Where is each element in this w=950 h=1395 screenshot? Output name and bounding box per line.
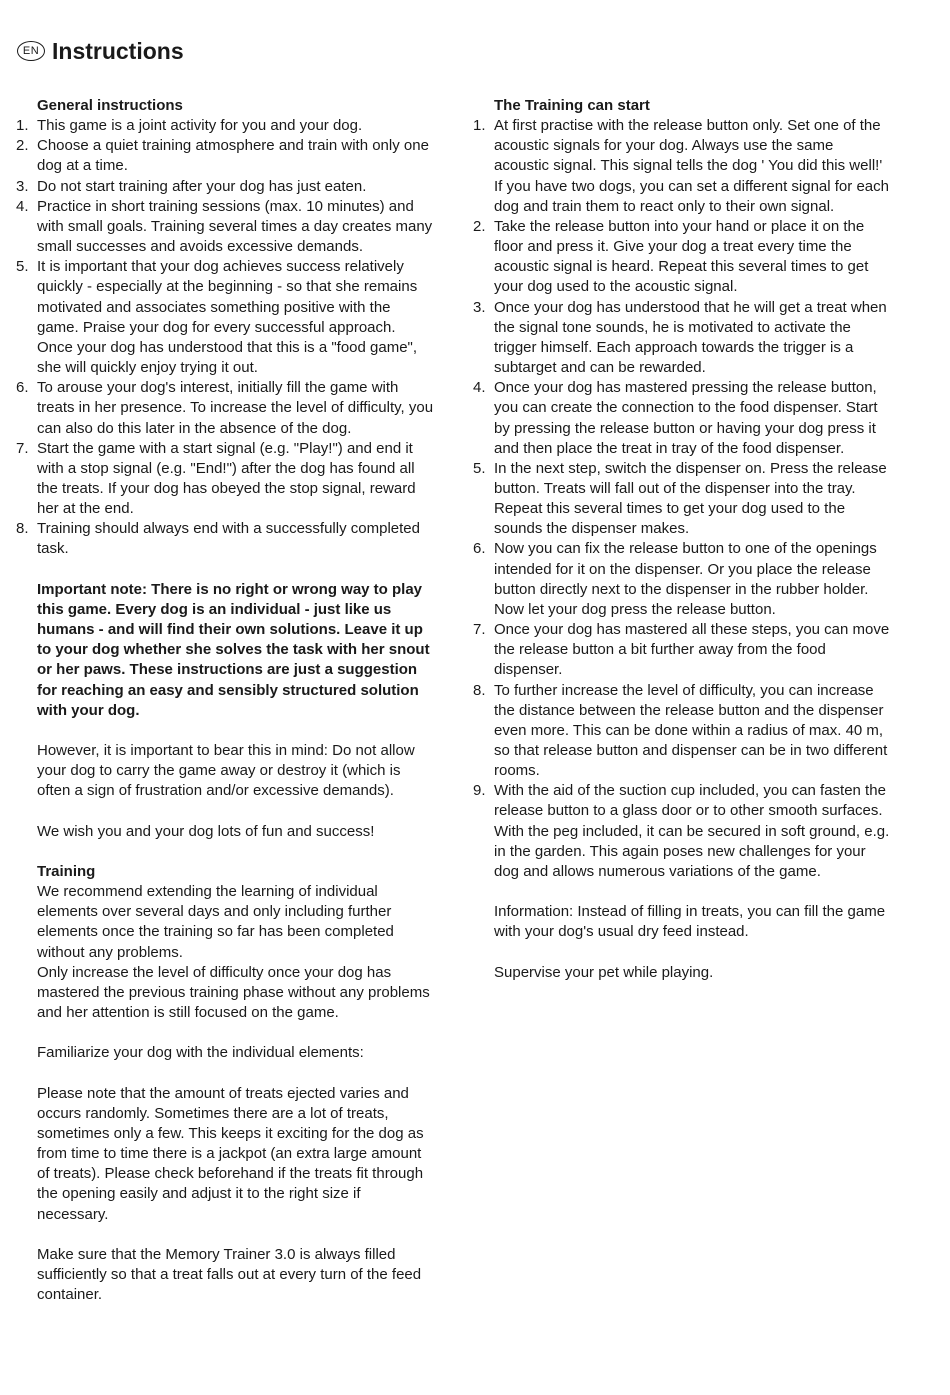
supervise-paragraph: Supervise your pet while playing.: [494, 963, 714, 981]
list-item: [473, 298, 892, 379]
treats-note-paragraph: Please note that the amount of treats ejected varies and occurs randomly. Sometimes there are a lot of treats, sometimes only a few. This keeps it exciting for the dog as from time to time there is a jackpot (an extra large amount of treats). Please check beforehand if the treats fit through the opening easily and adjust it to the right size if necessary.: [37, 1084, 424, 1223]
item-number: 2.: [473, 217, 486, 235]
item-text: Take the release button into your hand or place it on the floor and press it. Give your dog a treat every time the acoustic signal is heard. Repeat this several times to get your dog used to the acoustic signal.: [494, 217, 869, 296]
item-number: 6.: [16, 379, 29, 397]
list-item: [473, 217, 892, 298]
item-number: 3.: [16, 177, 29, 195]
item-text: To arouse your dog's interest, initially fill the game with treats in her presence. To increase the level of difficulty, you can also do this later in the absence of the dog.: [37, 379, 434, 437]
item-number: 1.: [473, 117, 486, 135]
general-instructions-list: [16, 116, 435, 559]
item-text: Practice in short training sessions (max. 10 minutes) and with small goals. Training several times a day creates many small successes and avoids excessive demands.: [37, 197, 433, 256]
list-item: [473, 620, 892, 680]
item-number: 7.: [16, 439, 29, 457]
list-item: [16, 197, 435, 257]
item-number: 4.: [16, 197, 29, 215]
general-instructions-heading: General instructions: [37, 97, 183, 114]
item-text: Training should always end with a successfully completed task.: [37, 520, 420, 558]
training-heading: Training: [37, 862, 96, 880]
training-steps-list: [473, 116, 892, 882]
important-note: Important note: There is no right or wrong way to play this game. Every dog is an individual - just like us humans - and will find their own solutions. Leave it up to your dog whether she solves the task with her snout or her paws. These instructions are just a suggestion for reaching an easy and sensibly structured solution with your dog.: [37, 580, 430, 719]
item-text: At first practise with the release button only. Set one of the acoustic signals for your dog. Always use the same acoustic signal. This signal tells the dog ' You did this well!' If you have two dogs, you can set a different signal for each dog and train them to react only to their own signal.: [494, 117, 889, 215]
list-item: [16, 177, 435, 197]
familiarize-paragraph: Familiarize your dog with the individual elements:: [37, 1044, 364, 1062]
list-item: [16, 378, 435, 438]
page-title: Instructions: [52, 38, 184, 64]
right-column: [473, 96, 892, 983]
list-item: [473, 378, 892, 459]
list-item: [473, 539, 892, 620]
wish-paragraph: We wish you and your dog lots of fun and success!: [37, 822, 375, 840]
memory-trainer-paragraph: Make sure that the Memory Trainer 3.0 is always filled sufficiently so that a treat falls out at every turn of the feed container.: [37, 1245, 422, 1304]
language-badge: EN: [17, 41, 45, 61]
item-number: 1.: [16, 117, 29, 135]
item-text: It is important that your dog achieves success relatively quickly - especially at the beginning - so that she remains motivated and associates something positive with the game. Praise your dog for every successful approach. Once your dog has understood that this is a "food game", she will quickly enjoy trying it out.: [37, 258, 418, 377]
item-text: Start the game with a start signal (e.g. "Play!") and end it with a stop signal (e.g. "End!") after the dog has found all the treats. If your dog has obeyed the stop signal, reward her at the end.: [37, 439, 416, 518]
item-text: Choose a quiet training atmosphere and train with only one dog at a time.: [37, 137, 429, 175]
however-paragraph: However, it is important to bear this in mind: Do not allow your dog to carry the game away or destroy it (which is often a sign of frustration and/or excessive demands).: [37, 741, 415, 800]
item-number: 8.: [16, 520, 29, 538]
list-item: [473, 459, 892, 540]
item-number: 6.: [473, 540, 486, 558]
item-number: 8.: [473, 681, 486, 699]
item-text: To further increase the level of difficulty, you can increase the distance between the release button and the dispenser even more. This can be done within a radius of max. 40 m, so that release button and dispenser can be in two different rooms.: [494, 681, 888, 780]
training-paragraph-1: We recommend extending the learning of individual elements over several days and only including further elements once the training so far has been completed without any problems.: [37, 883, 394, 961]
item-number: 9.: [473, 782, 486, 800]
list-item: [16, 116, 435, 136]
item-text: In the next step, switch the dispenser on. Press the release button. Treats will fall out of the dispenser into the tray. Repeat this several times to get your dog used to the sounds the dispenser makes.: [494, 459, 887, 538]
list-item: [473, 681, 892, 782]
item-text: Do not start training after your dog has just eaten.: [37, 177, 367, 195]
list-item: [16, 257, 435, 378]
list-item: [16, 136, 435, 176]
item-number: 7.: [473, 621, 486, 639]
list-item: [473, 116, 892, 217]
item-text: Once your dog has understood that he will get a treat when the signal tone sounds, he is motivated to activate the trigger himself. Each approach towards the trigger is a subtarget and can be rewarded.: [494, 298, 887, 377]
left-column: [16, 96, 435, 1305]
item-number: 3.: [473, 298, 486, 316]
item-text: Now you can fix the release button to one of the openings intended for it on the dispenser. Or you place the release button directly next to the dispenser in the rubber holder. Now let your dog press the release button.: [494, 540, 877, 618]
training-start-heading: The Training can start: [494, 97, 650, 114]
item-number: 2.: [16, 137, 29, 155]
training-paragraph-2: Only increase the level of difficulty once your dog has mastered the previous training phase without any problems and her attention is still focused on the game.: [37, 963, 430, 1021]
item-text: With the aid of the suction cup included, you can fasten the release button to a glass door or to other smooth surfaces. With the peg included, it can be secured in soft ground, e.g. in the garden. This again poses new challenges for your dog and allows numerous variations of the game.: [494, 782, 890, 880]
item-number: 5.: [16, 258, 29, 276]
item-text: This game is a joint activity for you and your dog.: [37, 117, 363, 135]
list-item: [473, 781, 892, 882]
item-text: Once your dog has mastered pressing the release button, you can create the connection to the food dispenser. Start by pressing the release button or having your dog press it and then place the treat in tray of the food dispenser.: [494, 379, 878, 457]
page-header: [17, 36, 184, 66]
item-text: Once your dog has mastered all these steps, you can move the release button a bit further away from the food dispenser.: [494, 621, 890, 679]
list-item: [16, 519, 435, 559]
information-paragraph: Information: Instead of filling in treats, you can fill the game with your dog's usual dry feed instead.: [494, 903, 886, 941]
item-number: 5.: [473, 459, 486, 477]
item-number: 4.: [473, 379, 486, 397]
list-item: [16, 439, 435, 520]
